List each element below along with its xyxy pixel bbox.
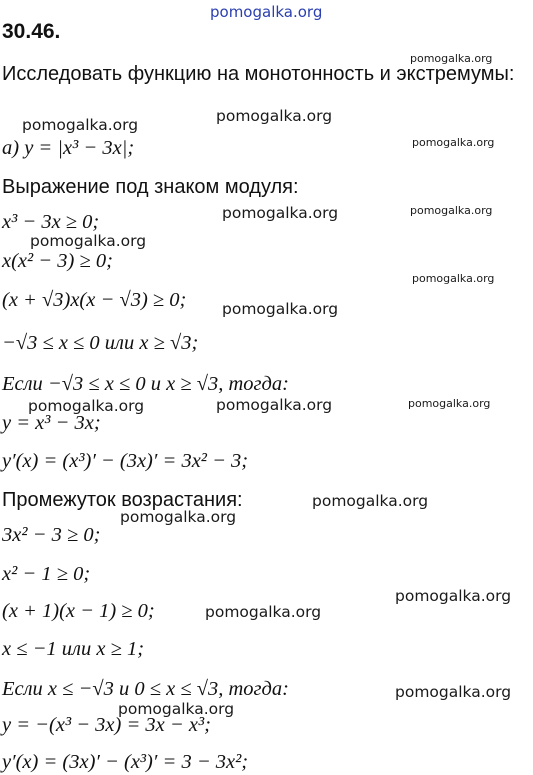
watermark: pomogalka.org: [205, 603, 322, 621]
watermark: pomogalka.org: [412, 136, 495, 149]
derivative-line: y′(x) = (3x)′ − (x³)′ = 3 − 3x²;: [2, 751, 249, 773]
math-line: y = −(x³ − 3x) = 3x − x³;: [2, 714, 211, 736]
watermark: pomogalka.org: [410, 204, 493, 217]
watermark: pomogalka.org: [222, 204, 339, 222]
watermark: pomogalka.org: [408, 397, 491, 410]
problem-statement: Исследовать функцию на монотонность и экстремумы:: [2, 63, 515, 85]
math-line: x³ − 3x ≥ 0;: [2, 211, 100, 233]
derivative-line: y′(x) = (x³)′ − (3x)′ = 3x² − 3;: [2, 450, 249, 472]
text-line: Выражение под знаком модуля:: [2, 176, 299, 198]
math-line: (x + √3)x(x − √3) ≥ 0;: [2, 289, 187, 311]
watermark: pomogalka.org: [118, 700, 235, 718]
watermark: pomogalka.org: [395, 683, 512, 701]
watermark: pomogalka.org: [395, 587, 512, 605]
watermark: pomogalka.org: [22, 116, 139, 134]
math-line: x ≤ −1 или x ≥ 1;: [2, 638, 145, 660]
math-line: 3x² − 3 ≥ 0;: [2, 524, 101, 546]
watermark: pomogalka.org: [222, 300, 339, 318]
watermark: pomogalka.org: [216, 107, 333, 125]
watermark: pomogalka.org: [312, 492, 429, 510]
watermark: pomogalka.org: [210, 3, 323, 21]
math-line: x(x² − 3) ≥ 0;: [2, 250, 113, 272]
math-line: x² − 1 ≥ 0;: [2, 563, 91, 585]
math-line: y = x³ − 3x;: [2, 412, 101, 434]
text-line: Промежуток возрастания:: [2, 489, 243, 511]
watermark: pomogalka.org: [28, 397, 145, 415]
case-condition: Если x ≤ −√3 и 0 ≤ x ≤ √3, тогда:: [2, 678, 289, 700]
problem-number: 30.46.: [2, 20, 61, 43]
math-line: (x + 1)(x − 1) ≥ 0;: [2, 600, 155, 622]
watermark: pomogalka.org: [30, 232, 147, 250]
function-definition: а) y = |x³ − 3x|;: [2, 137, 135, 159]
watermark: pomogalka.org: [120, 508, 237, 526]
watermark: pomogalka.org: [412, 272, 495, 285]
watermark: pomogalka.org: [216, 396, 333, 414]
watermark: pomogalka.org: [410, 52, 493, 65]
case-condition: Если −√3 ≤ x ≤ 0 и x ≥ √3, тогда:: [2, 373, 289, 395]
math-line: −√3 ≤ x ≤ 0 или x ≥ √3;: [2, 332, 199, 354]
